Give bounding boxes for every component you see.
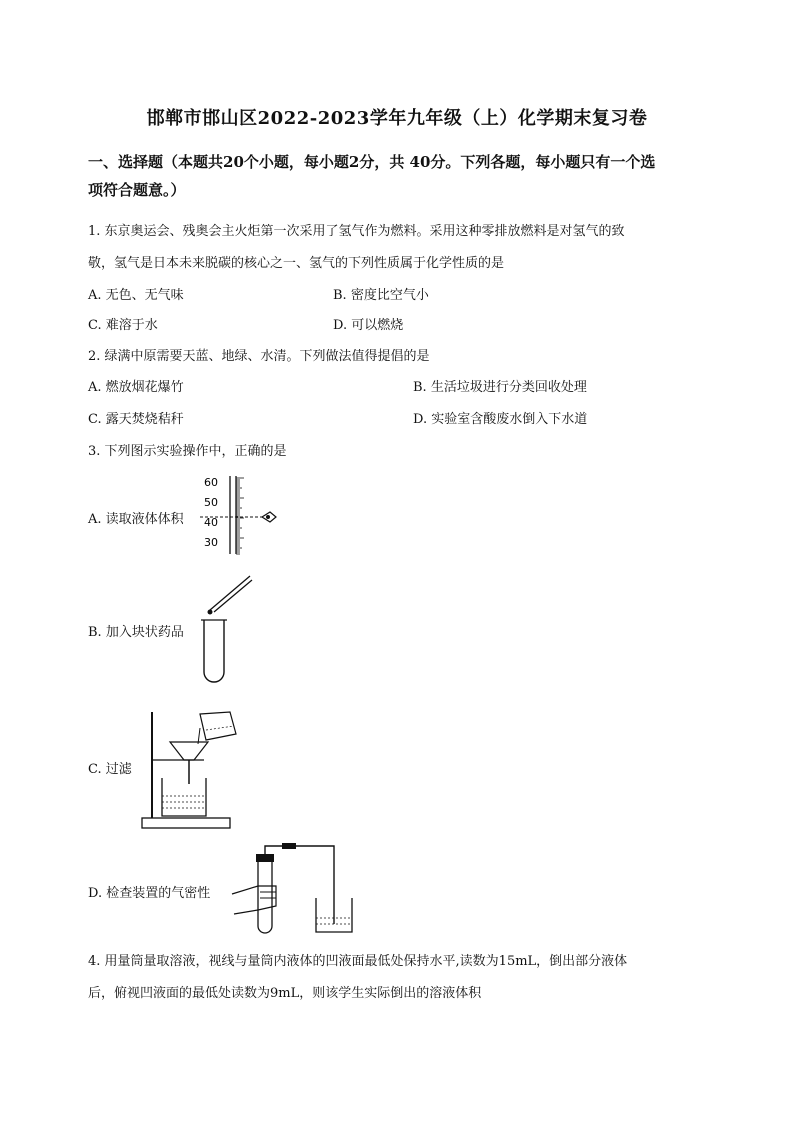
funnel-icon [170,742,208,784]
q2-option-c[interactable]: C. 露天焚烧秸秆 [88,412,184,427]
tick-label-30: 30 [204,536,218,549]
test-tube-tweezers-figure [196,572,266,688]
q3-option-c[interactable]: C. 过滤 [88,762,132,777]
tick-label-40: 40 [204,516,218,529]
tick-label-60: 60 [204,476,218,489]
tick-label-50: 50 [204,496,218,509]
q4-stem-line1: 4. 用量筒量取溶液，视线与量筒内液体的凹液面最低处保持水平,读数为15mL，倒出部分液体 [88,954,628,969]
graduated-cylinder-figure [196,472,286,556]
test-tube-icon [201,620,227,682]
q3-option-b[interactable]: B. 加入块状药品 [88,625,184,640]
stand-base [142,818,230,828]
q3-stem: 3. 下列图示实验操作中，正确的是 [88,444,287,459]
beaker-icon [162,778,206,816]
q1-option-d[interactable]: D. 可以燃烧 [333,318,404,333]
tweezers-icon [210,576,252,612]
section-heading-line1: 一、选择题（本题共20个小题，每小题2分，共 40分。下列各题，每小题只有一个选 [88,153,656,171]
solid-block-icon [208,610,213,615]
q2-stem: 2. 绿满中原需要天蓝、地绿、水清。下列做法值得提倡的是 [88,349,430,364]
q1-option-a[interactable]: A. 无色、无气味 [88,288,184,303]
eye-icon [262,512,276,522]
q2-option-d[interactable]: D. 实验室含酸废水倒入下水道 [413,412,588,427]
q1-option-b[interactable]: B. 密度比空气小 [333,288,429,303]
test-tube-icon [256,854,274,933]
hand-icon [232,886,276,914]
q1-stem-line1: 1. 东京奥运会、残奥会主火炬第一次采用了氢气作为燃料。采用这种零排放燃料是对氢气的致 [88,224,625,239]
q3-option-d[interactable]: D. 检查装置的气密性 [88,886,211,901]
q2-option-b[interactable]: B. 生活垃圾进行分类回收处理 [413,380,587,395]
pouring-beaker-icon [200,712,236,740]
page-title: 邯郸市邯山区2022-2023学年九年级（上）化学期末复习卷 [146,108,648,129]
section-heading [88,148,708,204]
q1-stem-line2: 敬，氢气是日本未来脱碳的核心之一、氢气的下列性质属于化学性质的是 [88,256,505,271]
q2-option-a[interactable]: A. 燃放烟花爆竹 [88,380,184,395]
q1-option-c[interactable]: C. 难溶于水 [88,318,158,333]
q4-stem-line2: 后，俯视凹液面的最低处读数为9mL，则该学生实际倒出的溶液体积 [88,986,482,1001]
filtration-apparatus-figure [140,704,244,830]
airtightness-check-figure [228,842,364,936]
delivery-tube [265,846,334,924]
q3-option-a[interactable]: A. 读取液体体积 [88,512,184,527]
section-heading-line2: 项符合题意。） [88,181,186,199]
